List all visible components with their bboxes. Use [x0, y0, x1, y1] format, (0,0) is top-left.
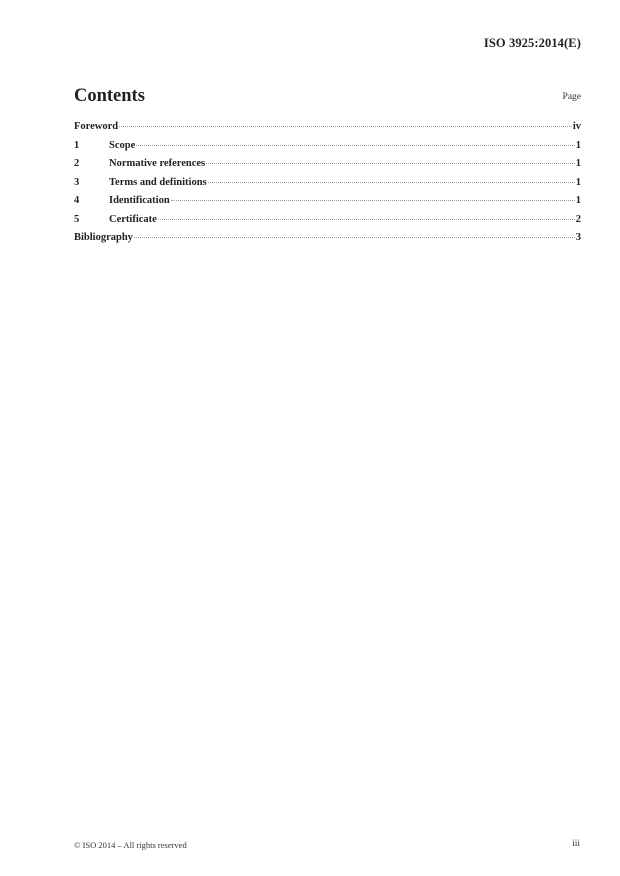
toc-entry-number: 4 — [74, 195, 80, 206]
contents-title: Contents — [74, 86, 145, 106]
dot-leader — [134, 237, 575, 238]
toc-entry-certificate[interactable] — [74, 214, 581, 233]
toc-entry-page: iv — [572, 121, 581, 132]
dot-leader — [206, 163, 575, 164]
dot-leader — [136, 145, 575, 146]
dot-leader — [119, 126, 572, 127]
toc-entry-title[interactable]: Terms and definitions — [109, 176, 207, 188]
toc-entry-title[interactable]: Identification — [109, 195, 170, 206]
dot-leader — [208, 182, 575, 183]
toc-entry-title[interactable]: Foreword — [74, 121, 119, 132]
footer-copyright: © ISO 2014 – All rights reserved — [74, 840, 187, 850]
toc-entry-page: 1 — [575, 176, 581, 188]
toc-entry-number: 2 — [74, 158, 80, 169]
footer-page-number: iii — [572, 839, 580, 849]
toc-entry-normative-references[interactable] — [74, 158, 581, 177]
toc-entry-bibliography[interactable] — [74, 232, 581, 251]
toc-entry-page: 1 — [575, 139, 581, 151]
dot-leader — [171, 200, 575, 201]
toc-entry-foreword[interactable] — [74, 121, 581, 140]
toc-entry-identification[interactable] — [74, 195, 581, 214]
document-id: ISO 3925:2014(E) — [483, 36, 581, 50]
toc-entry-title[interactable]: Bibliography — [74, 232, 133, 243]
toc-entry-title[interactable]: Certificate — [109, 213, 157, 225]
toc-entry-title[interactable]: Normative references — [109, 158, 206, 169]
toc-entry-terms-and-definitions[interactable] — [74, 177, 581, 196]
toc-entry-number: 3 — [74, 176, 80, 188]
toc-entry-number: 5 — [74, 213, 80, 225]
toc-entry-number: 1 — [74, 139, 80, 151]
toc-entry-scope[interactable] — [74, 140, 581, 159]
table-of-contents — [74, 121, 581, 251]
toc-entry-page: 2 — [575, 213, 581, 225]
dot-leader — [158, 219, 575, 220]
toc-entry-page: 1 — [575, 158, 581, 169]
toc-entry-page: 1 — [575, 195, 581, 206]
page-column-label: Page — [562, 92, 581, 102]
toc-entry-title[interactable]: Scope — [109, 139, 136, 151]
toc-entry-page: 3 — [575, 232, 581, 243]
